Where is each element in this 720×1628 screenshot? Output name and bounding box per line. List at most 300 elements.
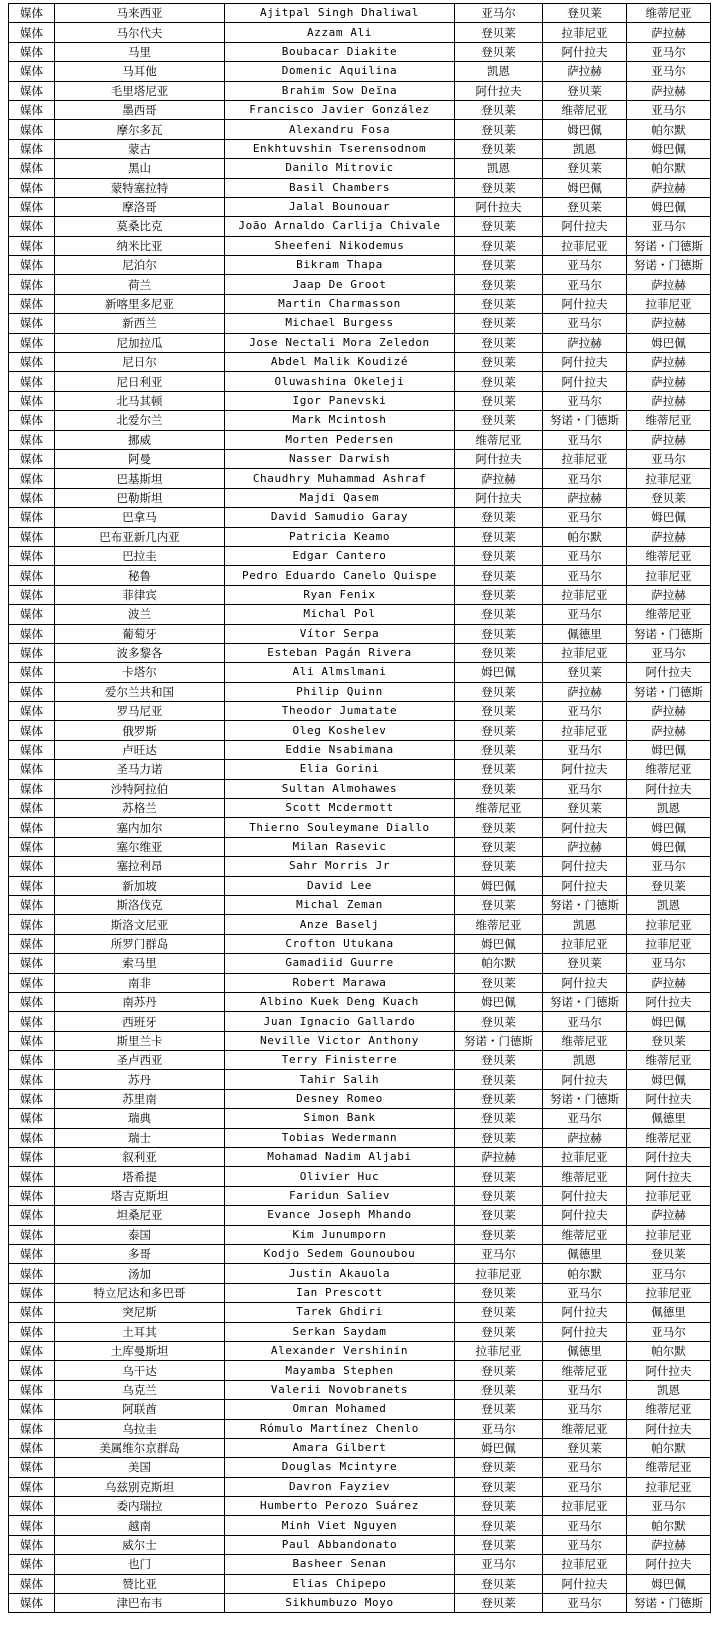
voter-category-cell: 媒体: [9, 333, 55, 352]
second-choice-cell: 维蒂尼亚: [543, 1419, 627, 1438]
first-choice-cell: 登贝莱: [455, 1109, 543, 1128]
first-choice-cell: 登贝莱: [455, 1477, 543, 1496]
second-choice-cell: 维蒂尼亚: [543, 100, 627, 119]
first-choice-cell: 姆巴佩: [455, 876, 543, 895]
journalist-name-cell: Tarek Ghdiri: [225, 1303, 455, 1322]
second-choice-cell: 阿什拉夫: [543, 372, 627, 391]
table-row: [9, 120, 711, 139]
journalist-name-cell: Robert Marawa: [225, 973, 455, 992]
first-choice-cell: 登贝莱: [455, 527, 543, 546]
table-row: [9, 1148, 711, 1167]
journalist-name-cell: Mark Mcintosh: [225, 411, 455, 430]
voter-category-cell: 媒体: [9, 488, 55, 507]
third-choice-cell: 姆巴佩: [627, 1070, 711, 1089]
second-choice-cell: 拉菲尼亚: [543, 1497, 627, 1516]
country-cell: 罗马尼亚: [55, 702, 225, 721]
second-choice-cell: 阿什拉夫: [543, 760, 627, 779]
vote-table: [8, 3, 711, 1613]
table-row: [9, 934, 711, 953]
table-row: [9, 23, 711, 42]
second-choice-cell: 登贝莱: [543, 4, 627, 23]
country-cell: 挪威: [55, 430, 225, 449]
journalist-name-cell: Serkan Saydam: [225, 1322, 455, 1341]
first-choice-cell: 登贝莱: [455, 895, 543, 914]
country-cell: 威尔士: [55, 1535, 225, 1554]
journalist-name-cell: Minh Viet Nguyen: [225, 1516, 455, 1535]
country-cell: 巴勒斯坦: [55, 488, 225, 507]
journalist-name-cell: Juan Ignacio Gallardo: [225, 1012, 455, 1031]
voter-category-cell: 媒体: [9, 663, 55, 682]
country-cell: 塞拉利昂: [55, 857, 225, 876]
journalist-name-cell: Amara Gilbert: [225, 1438, 455, 1457]
voter-category-cell: 媒体: [9, 1283, 55, 1302]
second-choice-cell: 亚马尔: [543, 1594, 627, 1613]
second-choice-cell: 阿什拉夫: [543, 857, 627, 876]
second-choice-cell: 阿什拉夫: [543, 818, 627, 837]
second-choice-cell: 萨拉赫: [543, 62, 627, 81]
journalist-name-cell: Anze Baselj: [225, 915, 455, 934]
second-choice-cell: 亚马尔: [543, 566, 627, 585]
third-choice-cell: 登贝莱: [627, 1245, 711, 1264]
third-choice-cell: 萨拉赫: [627, 1206, 711, 1225]
first-choice-cell: 登贝莱: [455, 256, 543, 275]
voter-category-cell: 媒体: [9, 1245, 55, 1264]
table-row: [9, 1167, 711, 1186]
second-choice-cell: 亚马尔: [543, 1012, 627, 1031]
journalist-name-cell: Desney Romeo: [225, 1089, 455, 1108]
second-choice-cell: 维蒂尼亚: [543, 1167, 627, 1186]
table-row: [9, 799, 711, 818]
first-choice-cell: 登贝莱: [455, 857, 543, 876]
first-choice-cell: 维蒂尼亚: [455, 915, 543, 934]
second-choice-cell: 亚马尔: [543, 546, 627, 565]
voter-category-cell: 媒体: [9, 314, 55, 333]
second-choice-cell: 凯恩: [543, 915, 627, 934]
table-row: [9, 702, 711, 721]
second-choice-cell: 萨拉赫: [543, 682, 627, 701]
third-choice-cell: 拉菲尼亚: [627, 1283, 711, 1302]
third-choice-cell: 萨拉赫: [627, 391, 711, 410]
first-choice-cell: 登贝莱: [455, 1186, 543, 1205]
voter-category-cell: 媒体: [9, 1225, 55, 1244]
journalist-name-cell: Milan Rasevic: [225, 837, 455, 856]
first-choice-cell: 登贝莱: [455, 1322, 543, 1341]
second-choice-cell: 努诺・门德斯: [543, 1089, 627, 1108]
second-choice-cell: 凯恩: [543, 139, 627, 158]
voter-category-cell: 媒体: [9, 178, 55, 197]
first-choice-cell: 登贝莱: [455, 1574, 543, 1593]
third-choice-cell: 拉菲尼亚: [627, 915, 711, 934]
second-choice-cell: 拉菲尼亚: [543, 643, 627, 662]
second-choice-cell: 维蒂尼亚: [543, 1225, 627, 1244]
country-cell: 坦桑尼亚: [55, 1206, 225, 1225]
country-cell: 巴布亚新几内亚: [55, 527, 225, 546]
third-choice-cell: 亚马尔: [627, 954, 711, 973]
third-choice-cell: 阿什拉夫: [627, 779, 711, 798]
voter-category-cell: 媒体: [9, 275, 55, 294]
country-cell: 乌拉圭: [55, 1419, 225, 1438]
table-row: [9, 857, 711, 876]
table-row: [9, 1283, 711, 1302]
country-cell: 俄罗斯: [55, 721, 225, 740]
table-row: [9, 1361, 711, 1380]
country-cell: 荷兰: [55, 275, 225, 294]
voter-category-cell: 媒体: [9, 1574, 55, 1593]
first-choice-cell: 登贝莱: [455, 818, 543, 837]
second-choice-cell: 亚马尔: [543, 605, 627, 624]
journalist-name-cell: Francisco Javier González: [225, 100, 455, 119]
third-choice-cell: 姆巴佩: [627, 1012, 711, 1031]
first-choice-cell: 登贝莱: [455, 1400, 543, 1419]
third-choice-cell: 阿什拉夫: [627, 1419, 711, 1438]
second-choice-cell: 拉菲尼亚: [543, 236, 627, 255]
country-cell: 尼加拉瓜: [55, 333, 225, 352]
third-choice-cell: 阿什拉夫: [627, 1089, 711, 1108]
second-choice-cell: 亚马尔: [543, 1458, 627, 1477]
country-cell: 乌干达: [55, 1361, 225, 1380]
journalist-name-cell: Bikram Thapa: [225, 256, 455, 275]
third-choice-cell: 帕尔默: [627, 1438, 711, 1457]
country-cell: 索马里: [55, 954, 225, 973]
journalist-name-cell: Michal Zeman: [225, 895, 455, 914]
third-choice-cell: 拉菲尼亚: [627, 294, 711, 313]
first-choice-cell: 登贝莱: [455, 1089, 543, 1108]
first-choice-cell: 登贝莱: [455, 236, 543, 255]
second-choice-cell: 登贝莱: [543, 159, 627, 178]
voter-category-cell: 媒体: [9, 1206, 55, 1225]
first-choice-cell: 登贝莱: [455, 682, 543, 701]
first-choice-cell: 登贝莱: [455, 23, 543, 42]
third-choice-cell: 拉菲尼亚: [627, 1477, 711, 1496]
country-cell: 摩尔多瓦: [55, 120, 225, 139]
country-cell: 爱尔兰共和国: [55, 682, 225, 701]
first-choice-cell: 登贝莱: [455, 760, 543, 779]
third-choice-cell: 帕尔默: [627, 120, 711, 139]
third-choice-cell: 姆巴佩: [627, 139, 711, 158]
country-cell: 波多黎各: [55, 643, 225, 662]
table-row: [9, 1109, 711, 1128]
voter-category-cell: 媒体: [9, 992, 55, 1011]
country-cell: 乌兹别克斯坦: [55, 1477, 225, 1496]
country-cell: 波兰: [55, 605, 225, 624]
country-cell: 苏格兰: [55, 799, 225, 818]
second-choice-cell: 阿什拉夫: [543, 1303, 627, 1322]
first-choice-cell: 亚马尔: [455, 1419, 543, 1438]
table-row: [9, 100, 711, 119]
journalist-name-cell: Faridun Saliev: [225, 1186, 455, 1205]
table-row: [9, 372, 711, 391]
voter-category-cell: 媒体: [9, 430, 55, 449]
voter-category-cell: 媒体: [9, 740, 55, 759]
first-choice-cell: 阿什拉夫: [455, 488, 543, 507]
journalist-name-cell: Pedro Eduardo Canelo Quispe: [225, 566, 455, 585]
voter-category-cell: 媒体: [9, 42, 55, 61]
third-choice-cell: 维蒂尼亚: [627, 4, 711, 23]
country-cell: 纳米比亚: [55, 236, 225, 255]
journalist-name-cell: Martin Charmasson: [225, 294, 455, 313]
voter-category-cell: 媒体: [9, 1264, 55, 1283]
first-choice-cell: 姆巴佩: [455, 992, 543, 1011]
first-choice-cell: 萨拉赫: [455, 1148, 543, 1167]
journalist-name-cell: Simon Bank: [225, 1109, 455, 1128]
country-cell: 菲律宾: [55, 585, 225, 604]
table-row: [9, 682, 711, 701]
table-row: [9, 585, 711, 604]
first-choice-cell: 维蒂尼亚: [455, 799, 543, 818]
voter-category-cell: 媒体: [9, 1031, 55, 1050]
first-choice-cell: 登贝莱: [455, 1012, 543, 1031]
second-choice-cell: 亚马尔: [543, 1516, 627, 1535]
second-choice-cell: 萨拉赫: [543, 333, 627, 352]
table-row: [9, 1438, 711, 1457]
third-choice-cell: 帕尔默: [627, 1516, 711, 1535]
voter-category-cell: 媒体: [9, 857, 55, 876]
table-row: [9, 391, 711, 410]
journalist-name-cell: Michal Pol: [225, 605, 455, 624]
voter-category-cell: 媒体: [9, 915, 55, 934]
table-row: [9, 818, 711, 837]
first-choice-cell: 登贝莱: [455, 837, 543, 856]
table-row: [9, 721, 711, 740]
second-choice-cell: 维蒂尼亚: [543, 1031, 627, 1050]
voter-category-cell: 媒体: [9, 294, 55, 313]
first-choice-cell: 阿什拉夫: [455, 197, 543, 216]
second-choice-cell: 努诺・门德斯: [543, 411, 627, 430]
voter-category-cell: 媒体: [9, 585, 55, 604]
first-choice-cell: 登贝莱: [455, 1380, 543, 1399]
third-choice-cell: 维蒂尼亚: [627, 1051, 711, 1070]
first-choice-cell: 登贝莱: [455, 372, 543, 391]
table-row: [9, 1031, 711, 1050]
second-choice-cell: 努诺・门德斯: [543, 895, 627, 914]
second-choice-cell: 努诺・门德斯: [543, 992, 627, 1011]
table-row: [9, 217, 711, 236]
first-choice-cell: 凯恩: [455, 62, 543, 81]
country-cell: 新西兰: [55, 314, 225, 333]
journalist-name-cell: Albino Kuek Deng Kuach: [225, 992, 455, 1011]
journalist-name-cell: Scott Mcdermott: [225, 799, 455, 818]
voter-category-cell: 媒体: [9, 469, 55, 488]
third-choice-cell: 萨拉赫: [627, 527, 711, 546]
journalist-name-cell: Omran Mohamed: [225, 1400, 455, 1419]
table-row: [9, 1186, 711, 1205]
country-cell: 西班牙: [55, 1012, 225, 1031]
journalist-name-cell: Domenic Aquilina: [225, 62, 455, 81]
journalist-name-cell: Esteban Pagán Rivera: [225, 643, 455, 662]
table-row: [9, 1012, 711, 1031]
third-choice-cell: 亚马尔: [627, 62, 711, 81]
second-choice-cell: 拉菲尼亚: [543, 585, 627, 604]
third-choice-cell: 姆巴佩: [627, 333, 711, 352]
vote-table-body: [9, 4, 711, 1613]
third-choice-cell: 凯恩: [627, 799, 711, 818]
country-cell: 瑞士: [55, 1128, 225, 1147]
table-row: [9, 1497, 711, 1516]
country-cell: 苏里南: [55, 1089, 225, 1108]
voter-category-cell: 媒体: [9, 1516, 55, 1535]
second-choice-cell: 亚马尔: [543, 779, 627, 798]
table-row: [9, 973, 711, 992]
first-choice-cell: 登贝莱: [455, 779, 543, 798]
table-row: [9, 546, 711, 565]
second-choice-cell: 阿什拉夫: [543, 1070, 627, 1089]
table-row: [9, 1051, 711, 1070]
voter-category-cell: 媒体: [9, 818, 55, 837]
country-cell: 蒙特塞拉特: [55, 178, 225, 197]
voter-category-cell: 媒体: [9, 217, 55, 236]
second-choice-cell: 拉菲尼亚: [543, 23, 627, 42]
third-choice-cell: 姆巴佩: [627, 197, 711, 216]
first-choice-cell: 登贝莱: [455, 624, 543, 643]
second-choice-cell: 阿什拉夫: [543, 876, 627, 895]
third-choice-cell: 拉菲尼亚: [627, 566, 711, 585]
third-choice-cell: 维蒂尼亚: [627, 1458, 711, 1477]
country-cell: 圣卢西亚: [55, 1051, 225, 1070]
voter-category-cell: 媒体: [9, 1419, 55, 1438]
journalist-name-cell: Oleg Koshelev: [225, 721, 455, 740]
first-choice-cell: 登贝莱: [455, 1167, 543, 1186]
first-choice-cell: 拉菲尼亚: [455, 1341, 543, 1360]
table-row: [9, 1264, 711, 1283]
first-choice-cell: 阿什拉夫: [455, 449, 543, 468]
journalist-name-cell: Justin Akauola: [225, 1264, 455, 1283]
journalist-name-cell: Eddie Nsabimana: [225, 740, 455, 759]
table-row: [9, 314, 711, 333]
table-row: [9, 294, 711, 313]
country-cell: 葡萄牙: [55, 624, 225, 643]
country-cell: 墨西哥: [55, 100, 225, 119]
journalist-name-cell: Brahim Sow Deïna: [225, 81, 455, 100]
voter-category-cell: 媒体: [9, 1186, 55, 1205]
third-choice-cell: 阿什拉夫: [627, 1555, 711, 1574]
second-choice-cell: 登贝莱: [543, 799, 627, 818]
voter-category-cell: 媒体: [9, 1167, 55, 1186]
first-choice-cell: 登贝莱: [455, 314, 543, 333]
third-choice-cell: 姆巴佩: [627, 818, 711, 837]
journalist-name-cell: Alexandru Fosa: [225, 120, 455, 139]
voter-category-cell: 媒体: [9, 23, 55, 42]
voter-category-cell: 媒体: [9, 954, 55, 973]
second-choice-cell: 阿什拉夫: [543, 1574, 627, 1593]
voter-category-cell: 媒体: [9, 643, 55, 662]
third-choice-cell: 萨拉赫: [627, 372, 711, 391]
journalist-name-cell: Humberto Perozo Suárez: [225, 1497, 455, 1516]
first-choice-cell: 登贝莱: [455, 1497, 543, 1516]
second-choice-cell: 阿什拉夫: [543, 1322, 627, 1341]
first-choice-cell: 登贝莱: [455, 1206, 543, 1225]
voter-category-cell: 媒体: [9, 1555, 55, 1574]
third-choice-cell: 亚马尔: [627, 42, 711, 61]
second-choice-cell: 佩德里: [543, 624, 627, 643]
voter-category-cell: 媒体: [9, 1089, 55, 1108]
table-row: [9, 449, 711, 468]
country-cell: 北爱尔兰: [55, 411, 225, 430]
third-choice-cell: 维蒂尼亚: [627, 411, 711, 430]
third-choice-cell: 阿什拉夫: [627, 992, 711, 1011]
table-row: [9, 1070, 711, 1089]
third-choice-cell: 维蒂尼亚: [627, 605, 711, 624]
first-choice-cell: 登贝莱: [455, 1458, 543, 1477]
country-cell: 马来西亚: [55, 4, 225, 23]
first-choice-cell: 登贝莱: [455, 1051, 543, 1070]
third-choice-cell: 亚马尔: [627, 449, 711, 468]
country-cell: 塔吉克斯坦: [55, 1186, 225, 1205]
third-choice-cell: 亚马尔: [627, 857, 711, 876]
first-choice-cell: 亚马尔: [455, 1555, 543, 1574]
second-choice-cell: 亚马尔: [543, 469, 627, 488]
journalist-name-cell: Danilo Mitrovic: [225, 159, 455, 178]
first-choice-cell: 拉菲尼亚: [455, 1264, 543, 1283]
journalist-name-cell: Michael Burgess: [225, 314, 455, 333]
table-row: [9, 1128, 711, 1147]
second-choice-cell: 亚马尔: [543, 740, 627, 759]
country-cell: 苏丹: [55, 1070, 225, 1089]
table-row: [9, 1206, 711, 1225]
journalist-name-cell: Azzam Ali: [225, 23, 455, 42]
country-cell: 斯里兰卡: [55, 1031, 225, 1050]
third-choice-cell: 维蒂尼亚: [627, 760, 711, 779]
second-choice-cell: 阿什拉夫: [543, 294, 627, 313]
first-choice-cell: 亚马尔: [455, 1245, 543, 1264]
journalist-name-cell: Gamadiid Guurre: [225, 954, 455, 973]
journalist-name-cell: Jaap De Groot: [225, 275, 455, 294]
third-choice-cell: 亚马尔: [627, 217, 711, 236]
third-choice-cell: 登贝莱: [627, 1031, 711, 1050]
third-choice-cell: 阿什拉夫: [627, 1148, 711, 1167]
second-choice-cell: 萨拉赫: [543, 488, 627, 507]
table-row: [9, 527, 711, 546]
third-choice-cell: 帕尔默: [627, 1341, 711, 1360]
second-choice-cell: 亚马尔: [543, 508, 627, 527]
voter-category-cell: 媒体: [9, 1051, 55, 1070]
first-choice-cell: 登贝莱: [455, 1070, 543, 1089]
third-choice-cell: 努诺・门德斯: [627, 1594, 711, 1613]
country-cell: 阿曼: [55, 449, 225, 468]
journalist-name-cell: Chaudhry Muhammad Ashraf: [225, 469, 455, 488]
third-choice-cell: 萨拉赫: [627, 702, 711, 721]
voter-category-cell: 媒体: [9, 973, 55, 992]
third-choice-cell: 凯恩: [627, 1380, 711, 1399]
second-choice-cell: 拉菲尼亚: [543, 449, 627, 468]
country-cell: 叙利亚: [55, 1148, 225, 1167]
third-choice-cell: 凯恩: [627, 895, 711, 914]
country-cell: 赞比亚: [55, 1574, 225, 1593]
second-choice-cell: 拉菲尼亚: [543, 1555, 627, 1574]
country-cell: 斯洛文尼亚: [55, 915, 225, 934]
table-row: [9, 159, 711, 178]
table-row: [9, 1458, 711, 1477]
second-choice-cell: 维蒂尼亚: [543, 1361, 627, 1380]
country-cell: 阿联酋: [55, 1400, 225, 1419]
table-row: [9, 1089, 711, 1108]
country-cell: 塔希提: [55, 1167, 225, 1186]
first-choice-cell: 登贝莱: [455, 566, 543, 585]
table-row: [9, 740, 711, 759]
table-row: [9, 779, 711, 798]
voter-category-cell: 媒体: [9, 120, 55, 139]
third-choice-cell: 登贝莱: [627, 488, 711, 507]
table-row: [9, 1225, 711, 1244]
country-cell: 摩洛哥: [55, 197, 225, 216]
journalist-name-cell: David Lee: [225, 876, 455, 895]
first-choice-cell: 登贝莱: [455, 120, 543, 139]
first-choice-cell: 登贝莱: [455, 1128, 543, 1147]
country-cell: 委内瑞拉: [55, 1497, 225, 1516]
journalist-name-cell: Paul Abbandonato: [225, 1535, 455, 1554]
first-choice-cell: 登贝莱: [455, 391, 543, 410]
table-row: [9, 508, 711, 527]
table-row: [9, 663, 711, 682]
